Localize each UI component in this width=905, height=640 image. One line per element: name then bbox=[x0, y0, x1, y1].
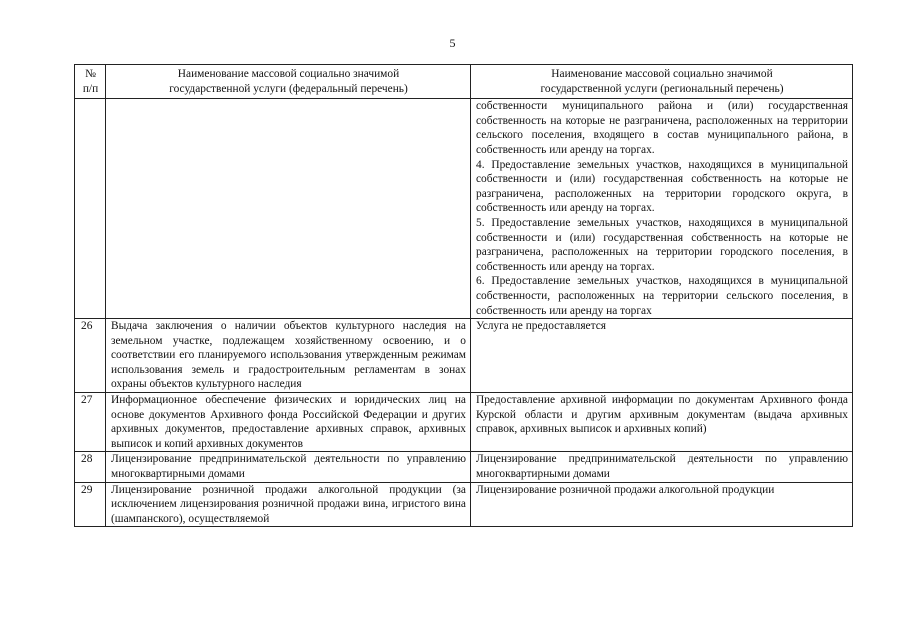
row-number: 26 bbox=[75, 319, 106, 393]
row-number: 29 bbox=[75, 482, 106, 527]
services-table bbox=[74, 64, 853, 527]
table-row bbox=[75, 482, 853, 527]
row-number: 27 bbox=[75, 393, 106, 452]
continuation-paragraph: 6. Предоставление земельных участков, находящихся в муниципальной собственности, расположенных на территории сельского поселения, в собственность или аренду на торгах bbox=[476, 275, 848, 317]
regional-service: Лицензирование розничной продажи алкогольной продукции bbox=[471, 482, 853, 527]
table-header-row bbox=[75, 65, 853, 99]
header-federal bbox=[106, 65, 471, 99]
continuation-paragraph: 4. Предоставление земельных участков, находящихся в муниципальной собственности и (или) государственная собственность на которые не разграничена, расположенных на территории городского округа, в собственность или аренду на торгах. bbox=[476, 158, 848, 215]
table-row bbox=[75, 393, 853, 452]
header-federal-line: государственной услуги (федеральный перечень) bbox=[169, 82, 408, 95]
header-regional bbox=[471, 65, 853, 99]
table-row bbox=[75, 319, 853, 393]
regional-service: Лицензирование предпринимательской деятельности по управлению многоквартирными домами bbox=[471, 452, 853, 482]
header-federal-line: Наименование массовой социально значимой bbox=[177, 68, 400, 80]
federal-service: Лицензирование розничной продажи алкогольной продукции (за исключением лицензирования розничной продажи вина, игристого вина (шампанского), осуществляемой bbox=[106, 482, 471, 527]
table-row bbox=[75, 452, 853, 482]
header-num-line: № bbox=[85, 68, 96, 80]
federal-service: Выдача заключения о наличии объектов культурного наследия на земельном участке, подлежащем хозяйственному освоению, и о соответствии его планируемого использования утвержденным режимам использования земель и градостроительным регламентам в зонах охраны объектов культурного наследия bbox=[106, 319, 471, 393]
header-num bbox=[75, 65, 106, 99]
header-regional-line: государственной услуги (региональный перечень) bbox=[540, 82, 784, 95]
cell-num bbox=[75, 99, 106, 319]
page-number: 5 bbox=[449, 36, 456, 50]
row-number: 28 bbox=[75, 452, 106, 482]
header-regional-line: Наименование массовой социально значимой bbox=[551, 68, 773, 80]
header-num-line: п/п bbox=[82, 82, 99, 95]
regional-service: Услуга не предоставляется bbox=[471, 319, 853, 393]
table-row-continuation bbox=[75, 99, 853, 319]
continuation-paragraph: 5. Предоставление земельных участков, находящихся в муниципальной собственности и (или) государственная собственность на которые не разграничена, расположенных на территории городского поселения, в собственность или аренду на торгах. bbox=[476, 216, 848, 273]
federal-service: Информационное обеспечение физических и юридических лиц на основе документов Архивного фонда Российской Федерации и других архивных документов, предоставление архивных справок, архивных выписок и копий архивных документов bbox=[106, 393, 471, 452]
cell-federal bbox=[106, 99, 471, 319]
regional-service: Предоставление архивной информации по документам Архивного фонда Курской области и другим архивным документам (выдача архивных справок, архивных выписок и архивных копий) bbox=[471, 393, 853, 452]
cell-regional-continuation bbox=[471, 99, 853, 319]
continuation-paragraph: собственности муниципального района и (или) государственная собственность на которые не разграничена, расположенных на территории сельского поселения, входящего в состав муниципального района, в собственность или аренду на торгах. bbox=[476, 100, 848, 156]
federal-service: Лицензирование предпринимательской деятельности по управлению многоквартирными домами bbox=[106, 452, 471, 482]
